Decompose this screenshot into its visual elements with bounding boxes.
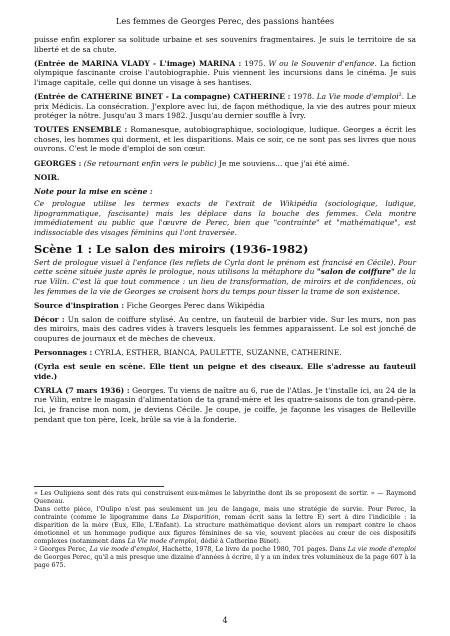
catherine-paragraph: (Entrée de CATHERINE BINET - La compagne) CATHERINE : 1978. La Vie mode d'emploi$^2$. Le prix Médicis. La consécration. J'explore avec lui, de façon méthodique, la vie des autres pour mieux protéger la nôtre. Jusqu'au 3 mars 1982. Jusqu'au dernier souffle à Ivry.	[34, 91, 416, 121]
page-number: 4	[222, 616, 228, 625]
footnote-divider	[34, 486, 164, 487]
cyrla-paragraph: CYRLA (7 mars 1936) : Georges. Tu viens de naître au 6, rue de l'Atlas. Je t'installe ici, au 24 de la rue Vilin, entre le magasin d'alimentation de ta grand-mère et les quatre-saisons de ton grand-père. Ici, je francise mon nom, je deviens Cécile. Je coupe, je coiffe, je façonne les visages de Belleville pendant que ton père, Icek, brûle sa vie à la fonderie.	[34, 385, 416, 424]
footnote-ref[interactable]: 2	[398, 91, 402, 98]
marina-speaker: (Entrée de MARINA VLADY - L'image) MARINA :	[34, 58, 242, 68]
footnote-2-number: 2	[34, 546, 38, 553]
toutes-paragraph: TOUTES ENSEMBLE : Romanesque, autobiographique, sociologique, ludique. Georges a écrit les choses, les hommes qui dorment, et les disparitions. Mais ce soir, ce ne sont pas ses livres que nous ouvrons. C'est le mode d'emploi de son cœur.	[34, 125, 416, 154]
marina-paragraph: (Entrée de MARINA VLADY - L'image) MARINA : 1975. W ou le Souvenir d'enfance. La fiction olympique fascinante croise l'autobiographie. Puis viennent les incursions dans le cinéma. Je suis l'image capitale, celle qui donne un visage à ses hantises.	[34, 58, 416, 87]
georges-speaker: GEORGES :	[34, 158, 82, 168]
scene-heading: Scène 1 : Le salon des miroirs (1936-1982)	[34, 241, 309, 256]
decor-paragraph: Décor : Un salon de coiffure stylisé. Au centre, un fauteuil de barbier vide. Sur les murs, non pas des miroirs, mais des cadres vides à travers lesquels les femmes apparaissent. Le sol est jonché de coupures de journaux et de mèches de cheveux.	[34, 314, 416, 343]
footnotes	[34, 486, 416, 570]
source-line: Source d'inspiration : Fiche Georges Perec dans Wikipédia	[34, 300, 265, 310]
note-text: Ce prologue utilise les termes exacts de l'extrait de Wikipédia (sociologique, ludique, lipogrammatique, fascisante) mais les déplace dans la bouche des femmes. Cela montre immédiatement au public que l'œuvre de Perec, bien que "contrainte" et "mathématique", est indissociable des visages féminins qui l'ont traversée.	[34, 198, 416, 237]
georges-paragraph: GEORGES : (Se retournant enfin vers le public) Je me souviens... que j'ai été aimé.	[34, 158, 350, 168]
continuation-paragraph: puisse enfin explorer sa solitude urbaine et ses souvenirs fragmentaires. Je suis le territoire de sa liberté et de sa chute.	[34, 35, 416, 54]
personnages-line: Personnages : CYRLA, ESTHER, BIANCA, PAULETTE, SUZANNE, CATHERINE.	[34, 348, 342, 358]
footnote-1: « Les Oulipiens sont des rats qui construisent eux-mêmes le labyrinthe dont ils se proposent de sortir. » — Raymond Queneau.	[34, 490, 416, 506]
catherine-speaker: (Entrée de CATHERINE BINET - La compagne) CATHERINE :	[34, 91, 291, 101]
toutes-speaker: TOUTES ENSEMBLE :	[34, 125, 128, 135]
book-title: La Vie mode d'emploi	[316, 91, 399, 101]
running-header: Les femmes de Georges Perec, des passions hantées	[115, 16, 335, 26]
stage-direction: (Se retournant enfin vers le public)	[81, 158, 217, 168]
cyrla-stage-direction: (Cyrla est seule en scène. Elle tient un peigne et des ciseaux. Elle s'adresse au fauteuil vide.)	[34, 362, 416, 381]
note-title: Note pour la mise en scène :	[34, 186, 153, 196]
book-title: W ou le Souvenir d'enfance	[268, 58, 375, 68]
scene-intro: Sert de prologue visuel à l'enfance (les reflets de Cyrla dont le prénom est francisé en Cécile). Pour cette scène située juste après le prologue, nous utilisons la métaphore du "salon de coiffure" de la rue Vilin. C'est là que tout commence : un lieu de transformation, de miroirs et de confidences, où les femmes de la vie de Georges se croisent hors du temps pour tisser la trame de son existence.	[34, 257, 416, 296]
footnote-2: $^2$ Georges Perec, La vie mode d'emploi, Hachette, 1978, Le livre de poche 1980, 701 pages. Dans La vie mode d'emploi de Georges Perec, qu'il a mis presque une dizaine d'années à écrire, il y a un index très volumineux de la page 607 à la page 675.	[34, 546, 416, 570]
cyrla-speaker: CYRLA (7 mars 1936) :	[34, 385, 130, 395]
noir-line: NOIR.	[34, 172, 60, 182]
footnote-1-body: Dans cette pièce, l'Oulipo n'est pas seulement un jeu de langage, mais une stratégie de survie. Pour Perec, la contrainte (comme le lipogramme dans La Disparition, roman écrit sans la lettre E) sert à dire l'indicible : la disparition de la mère (Eux, Elle, L'Enfant). La structure mathématique devient alors un rempart contre le chaos émotionnel et un hommage pudique aux figures féminines de sa vie, souvent placées au cœur de ces dispositifs complexes (notamment dans La Vie mode d'emploi, dédié à Catherine Binet).	[34, 506, 416, 546]
